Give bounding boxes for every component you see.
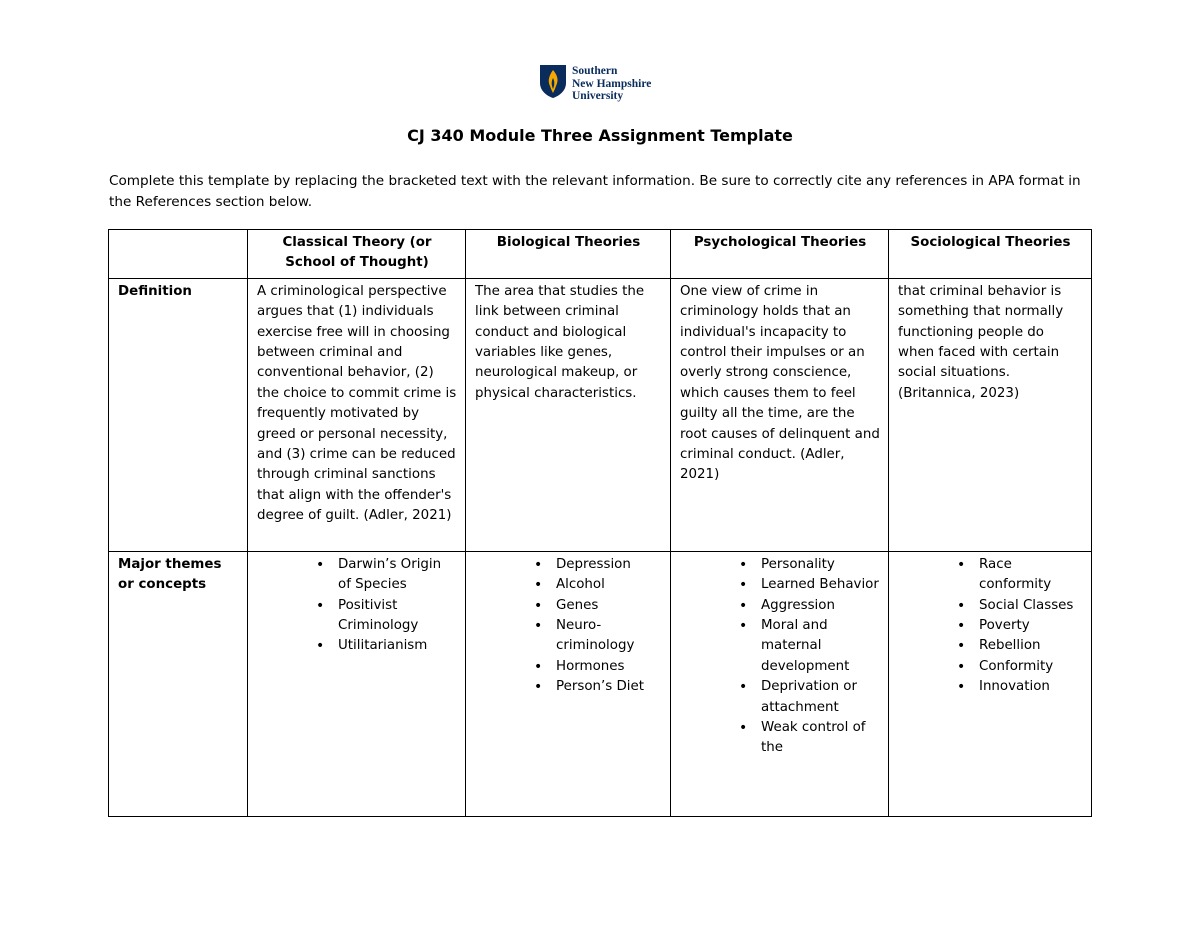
list-item: • Social Classes (979, 596, 1083, 616)
logo-line-3: University (572, 90, 624, 102)
shield-flame-icon (539, 64, 567, 99)
list-item: • Innovation (979, 677, 1083, 697)
list-item: • Depression (556, 555, 662, 575)
definition-classical: A criminological perspective argues that (1) individuals exercise free will in choosing between criminal and conventional behavior, (2) the choice to commit crime is frequently motivated by greed or personal necessity, and (3) crime can be reduced through criminal sanctions that align with the offender's degree of guilt. (Adler, 2021) (248, 278, 466, 551)
list-item: • Positivist Criminology (338, 596, 457, 637)
list-item: • Weak control of the (761, 718, 880, 759)
list-item: • Conformity (979, 657, 1083, 677)
definition-psychological: One view of crime in criminology holds that an individual's incapacity to control their impulses or an overly strong conscience, which causes them to feel guilty all the time, are the root causes of delinquent and criminal conduct. (Adler, 2021) (671, 278, 889, 551)
list-item: • Person’s Diet (556, 677, 662, 697)
definition-biological: The area that studies the link between criminal conduct and biological variables like genes, neurological makeup, or physical characteristics. (466, 278, 671, 551)
list-item: • Rebellion (979, 636, 1083, 656)
themes-psychological (671, 551, 889, 816)
themes-list-classical (257, 555, 457, 657)
page-title: CJ 340 Module Three Assignment Template (407, 126, 793, 145)
list-item: • Deprivation or attachment (761, 677, 880, 718)
list-item: • Poverty (979, 616, 1083, 636)
themes-list-biological (475, 555, 662, 698)
list-item: • Learned Behavior (761, 575, 880, 595)
themes-biological (466, 551, 671, 816)
university-logo (539, 64, 651, 103)
themes-list-sociological (898, 555, 1083, 698)
themes-row (109, 551, 1092, 816)
list-item: • Aggression (761, 596, 880, 616)
intro-paragraph: Complete this template by replacing the bracketed text with the relevant information. Be sure to correctly cite any references in APA format in the References section below. (109, 173, 1081, 210)
column-header-psychological: Psychological Theories (671, 230, 889, 279)
list-item: • Neuro-criminology (556, 616, 662, 657)
definition-sociological: that criminal behavior is something that normally functioning people do when faced with certain social situations. (Britannica, 2023) (889, 278, 1092, 551)
list-item: • Utilitarianism (338, 636, 457, 656)
list-item: • Darwin’s Origin of Species (338, 555, 457, 596)
definition-row (109, 278, 1092, 551)
list-item: • Alcohol (556, 575, 662, 595)
themes-classical (248, 551, 466, 816)
list-item: • Moral and maternal development (761, 616, 880, 677)
themes-sociological (889, 551, 1092, 816)
row-header-definition: Definition (109, 278, 248, 551)
logo-wordmark (572, 65, 651, 103)
column-header-classical: Classical Theory (or School of Thought) (248, 230, 466, 279)
row-header-themes: Major themes or concepts (109, 551, 248, 816)
column-header-sociological: Sociological Theories (889, 230, 1092, 279)
logo-line-1: Southern (572, 65, 618, 77)
theories-table (108, 229, 1092, 817)
themes-list-psychological (680, 555, 880, 759)
list-item: • Personality (761, 555, 880, 575)
header-row (109, 230, 1092, 279)
list-item: • Genes (556, 596, 662, 616)
corner-cell (109, 230, 248, 279)
column-header-biological: Biological Theories (466, 230, 671, 279)
list-item: • Hormones (556, 657, 662, 677)
logo-line-2: New Hampshire (572, 77, 652, 90)
list-item: • Race conformity (979, 555, 1083, 596)
